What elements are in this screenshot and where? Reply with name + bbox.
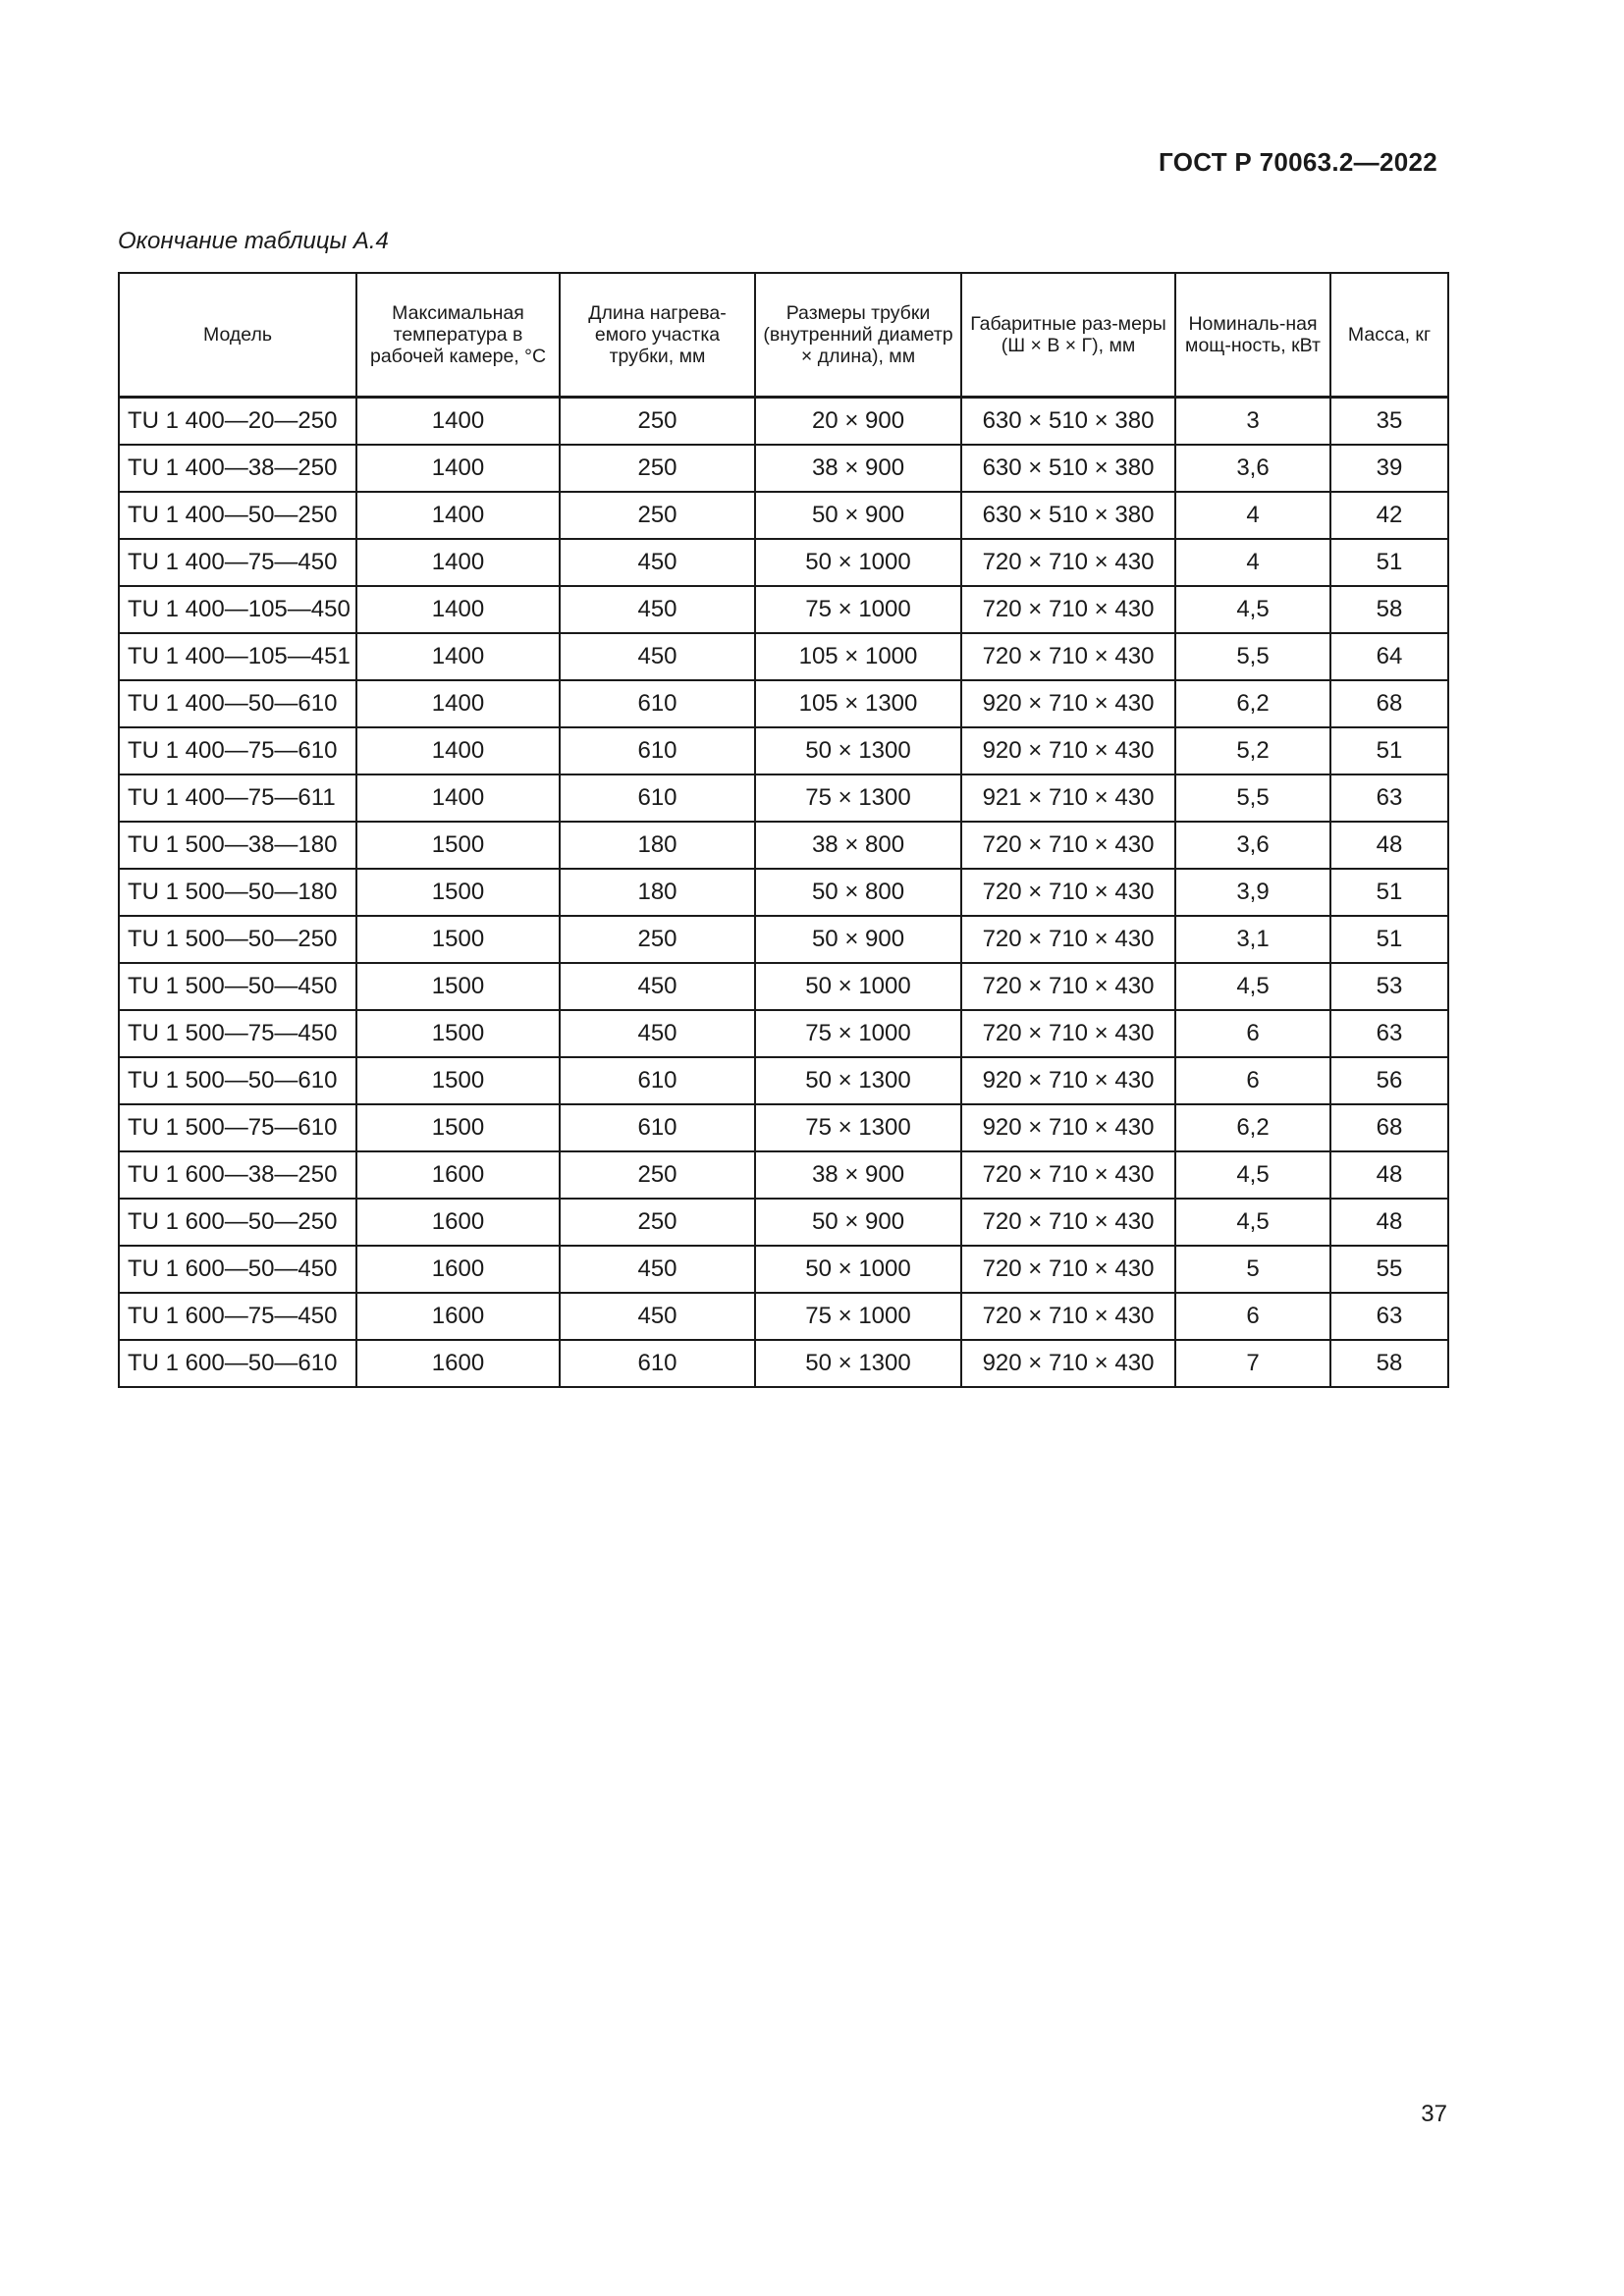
- cell-max-temp: 1600: [356, 1340, 560, 1387]
- cell-power: 4,5: [1175, 586, 1330, 633]
- cell-tube-size: 50 × 1000: [755, 539, 961, 586]
- cell-tube-size: 75 × 1300: [755, 1104, 961, 1151]
- cell-overall-dimensions: 920 × 710 × 430: [961, 1057, 1175, 1104]
- document-code: ГОСТ Р 70063.2—2022: [1159, 147, 1437, 177]
- cell-overall-dimensions: 720 × 710 × 430: [961, 633, 1175, 680]
- table-row: [119, 1057, 1448, 1104]
- cell-overall-dimensions: 630 × 510 × 380: [961, 398, 1175, 446]
- cell-tube-size: 75 × 1300: [755, 774, 961, 822]
- cell-mass: 42: [1330, 492, 1448, 539]
- cell-power: 4,5: [1175, 1151, 1330, 1199]
- cell-power: 5,5: [1175, 774, 1330, 822]
- header-row: [119, 273, 1448, 398]
- cell-model: TU 1 400—105—451: [119, 633, 356, 680]
- table-row: [119, 869, 1448, 916]
- cell-heated-length: 250: [560, 1199, 755, 1246]
- table-header: [119, 273, 1448, 398]
- cell-heated-length: 450: [560, 1293, 755, 1340]
- cell-tube-size: 50 × 1000: [755, 963, 961, 1010]
- cell-tube-size: 50 × 1300: [755, 1340, 961, 1387]
- table-row: [119, 1340, 1448, 1387]
- cell-heated-length: 450: [560, 633, 755, 680]
- cell-mass: 68: [1330, 680, 1448, 727]
- table-row: [119, 539, 1448, 586]
- cell-model: TU 1 600—50—450: [119, 1246, 356, 1293]
- cell-overall-dimensions: 720 × 710 × 430: [961, 963, 1175, 1010]
- col-header-overall-dimensions: Габаритные раз-меры (Ш × В × Г), мм: [961, 273, 1175, 398]
- cell-mass: 39: [1330, 445, 1448, 492]
- cell-power: 5: [1175, 1246, 1330, 1293]
- cell-overall-dimensions: 720 × 710 × 430: [961, 1199, 1175, 1246]
- cell-max-temp: 1600: [356, 1293, 560, 1340]
- cell-tube-size: 75 × 1000: [755, 1293, 961, 1340]
- col-header-model: Модель: [119, 273, 356, 398]
- cell-tube-size: 75 × 1000: [755, 586, 961, 633]
- cell-heated-length: 610: [560, 1340, 755, 1387]
- cell-overall-dimensions: 920 × 710 × 430: [961, 680, 1175, 727]
- cell-heated-length: 450: [560, 1010, 755, 1057]
- table-body: [119, 398, 1448, 1388]
- cell-overall-dimensions: 720 × 710 × 430: [961, 869, 1175, 916]
- cell-mass: 51: [1330, 539, 1448, 586]
- cell-max-temp: 1400: [356, 539, 560, 586]
- cell-overall-dimensions: 720 × 710 × 430: [961, 1151, 1175, 1199]
- cell-mass: 48: [1330, 1199, 1448, 1246]
- cell-mass: 55: [1330, 1246, 1448, 1293]
- cell-power: 4: [1175, 492, 1330, 539]
- cell-power: 3,9: [1175, 869, 1330, 916]
- cell-max-temp: 1600: [356, 1151, 560, 1199]
- table-row: [119, 586, 1448, 633]
- cell-model: TU 1 500—50—450: [119, 963, 356, 1010]
- cell-mass: 58: [1330, 1340, 1448, 1387]
- cell-mass: 35: [1330, 398, 1448, 446]
- cell-heated-length: 180: [560, 869, 755, 916]
- cell-max-temp: 1500: [356, 1010, 560, 1057]
- cell-tube-size: 50 × 1300: [755, 1057, 961, 1104]
- table-row: [119, 1151, 1448, 1199]
- table-row: [119, 1199, 1448, 1246]
- cell-tube-size: 38 × 800: [755, 822, 961, 869]
- cell-tube-size: 105 × 1000: [755, 633, 961, 680]
- table-row: [119, 445, 1448, 492]
- cell-tube-size: 50 × 900: [755, 492, 961, 539]
- spec-table: [118, 272, 1449, 1388]
- cell-max-temp: 1500: [356, 1104, 560, 1151]
- cell-mass: 58: [1330, 586, 1448, 633]
- cell-overall-dimensions: 920 × 710 × 430: [961, 727, 1175, 774]
- cell-overall-dimensions: 630 × 510 × 380: [961, 492, 1175, 539]
- cell-max-temp: 1500: [356, 1057, 560, 1104]
- cell-max-temp: 1500: [356, 822, 560, 869]
- cell-model: TU 1 500—50—610: [119, 1057, 356, 1104]
- cell-model: TU 1 400—50—610: [119, 680, 356, 727]
- cell-heated-length: 450: [560, 586, 755, 633]
- table-row: [119, 727, 1448, 774]
- cell-model: TU 1 600—75—450: [119, 1293, 356, 1340]
- col-header-max-temp: Максимальная температура в рабочей камере, °С: [356, 273, 560, 398]
- cell-power: 6: [1175, 1057, 1330, 1104]
- table-row: [119, 1104, 1448, 1151]
- cell-heated-length: 610: [560, 774, 755, 822]
- table-row: [119, 680, 1448, 727]
- cell-max-temp: 1400: [356, 774, 560, 822]
- cell-heated-length: 610: [560, 727, 755, 774]
- col-header-heated-length: Длина нагрева-емого участка трубки, мм: [560, 273, 755, 398]
- cell-power: 5,5: [1175, 633, 1330, 680]
- cell-overall-dimensions: 720 × 710 × 430: [961, 822, 1175, 869]
- cell-tube-size: 105 × 1300: [755, 680, 961, 727]
- cell-heated-length: 610: [560, 680, 755, 727]
- cell-mass: 51: [1330, 727, 1448, 774]
- cell-power: 3,6: [1175, 445, 1330, 492]
- cell-heated-length: 250: [560, 916, 755, 963]
- table-row: [119, 1246, 1448, 1293]
- cell-mass: 48: [1330, 822, 1448, 869]
- cell-heated-length: 450: [560, 1246, 755, 1293]
- cell-power: 3,1: [1175, 916, 1330, 963]
- table-row: [119, 916, 1448, 963]
- table-row: [119, 963, 1448, 1010]
- cell-model: TU 1 400—75—611: [119, 774, 356, 822]
- cell-heated-length: 610: [560, 1104, 755, 1151]
- cell-power: 6: [1175, 1010, 1330, 1057]
- cell-model: TU 1 600—50—250: [119, 1199, 356, 1246]
- cell-tube-size: 75 × 1000: [755, 1010, 961, 1057]
- cell-heated-length: 250: [560, 398, 755, 446]
- cell-overall-dimensions: 720 × 710 × 430: [961, 586, 1175, 633]
- cell-max-temp: 1600: [356, 1246, 560, 1293]
- cell-heated-length: 450: [560, 963, 755, 1010]
- cell-max-temp: 1400: [356, 445, 560, 492]
- cell-overall-dimensions: 720 × 710 × 430: [961, 1293, 1175, 1340]
- table-row: [119, 633, 1448, 680]
- cell-model: TU 1 400—75—610: [119, 727, 356, 774]
- table-row: [119, 492, 1448, 539]
- cell-heated-length: 250: [560, 1151, 755, 1199]
- cell-max-temp: 1400: [356, 680, 560, 727]
- cell-mass: 51: [1330, 916, 1448, 963]
- cell-max-temp: 1500: [356, 963, 560, 1010]
- table-row: [119, 1293, 1448, 1340]
- cell-tube-size: 38 × 900: [755, 1151, 961, 1199]
- cell-model: TU 1 400—75—450: [119, 539, 356, 586]
- cell-power: 5,2: [1175, 727, 1330, 774]
- cell-power: 4: [1175, 539, 1330, 586]
- cell-mass: 56: [1330, 1057, 1448, 1104]
- table-row: [119, 1010, 1448, 1057]
- cell-heated-length: 250: [560, 445, 755, 492]
- cell-tube-size: 50 × 1300: [755, 727, 961, 774]
- cell-max-temp: 1400: [356, 398, 560, 446]
- cell-tube-size: 50 × 1000: [755, 1246, 961, 1293]
- cell-max-temp: 1400: [356, 633, 560, 680]
- cell-model: TU 1 600—50—610: [119, 1340, 356, 1387]
- cell-model: TU 1 500—50—250: [119, 916, 356, 963]
- table-caption: Окончание таблицы А.4: [118, 228, 389, 254]
- cell-heated-length: 180: [560, 822, 755, 869]
- cell-mass: 63: [1330, 1293, 1448, 1340]
- cell-model: TU 1 500—38—180: [119, 822, 356, 869]
- cell-model: TU 1 400—38—250: [119, 445, 356, 492]
- cell-model: TU 1 500—50—180: [119, 869, 356, 916]
- cell-overall-dimensions: 920 × 710 × 430: [961, 1104, 1175, 1151]
- cell-mass: 64: [1330, 633, 1448, 680]
- cell-overall-dimensions: 720 × 710 × 430: [961, 1246, 1175, 1293]
- cell-power: 4,5: [1175, 963, 1330, 1010]
- col-header-tube-size: Размеры трубки (внутренний диаметр × длина), мм: [755, 273, 961, 398]
- cell-power: 3,6: [1175, 822, 1330, 869]
- cell-mass: 51: [1330, 869, 1448, 916]
- cell-max-temp: 1400: [356, 492, 560, 539]
- cell-overall-dimensions: 720 × 710 × 430: [961, 539, 1175, 586]
- cell-model: TU 1 600—38—250: [119, 1151, 356, 1199]
- cell-mass: 63: [1330, 1010, 1448, 1057]
- cell-max-temp: 1600: [356, 1199, 560, 1246]
- cell-power: 4,5: [1175, 1199, 1330, 1246]
- cell-overall-dimensions: 920 × 710 × 430: [961, 1340, 1175, 1387]
- cell-mass: 68: [1330, 1104, 1448, 1151]
- col-header-mass: Масса, кг: [1330, 273, 1448, 398]
- cell-overall-dimensions: 630 × 510 × 380: [961, 445, 1175, 492]
- cell-model: TU 1 400—20—250: [119, 398, 356, 446]
- cell-max-temp: 1400: [356, 727, 560, 774]
- cell-power: 7: [1175, 1340, 1330, 1387]
- cell-power: 6: [1175, 1293, 1330, 1340]
- cell-overall-dimensions: 720 × 710 × 430: [961, 1010, 1175, 1057]
- cell-tube-size: 50 × 800: [755, 869, 961, 916]
- page-number: 37: [1421, 2101, 1447, 2127]
- cell-tube-size: 38 × 900: [755, 445, 961, 492]
- table-row: [119, 774, 1448, 822]
- cell-tube-size: 50 × 900: [755, 916, 961, 963]
- cell-model: TU 1 400—105—450: [119, 586, 356, 633]
- cell-model: TU 1 500—75—450: [119, 1010, 356, 1057]
- cell-power: 6,2: [1175, 680, 1330, 727]
- cell-power: 6,2: [1175, 1104, 1330, 1151]
- col-header-power: Номиналь-ная мощ-ность, кВт: [1175, 273, 1330, 398]
- cell-tube-size: 20 × 900: [755, 398, 961, 446]
- cell-overall-dimensions: 720 × 710 × 430: [961, 916, 1175, 963]
- cell-model: TU 1 500—75—610: [119, 1104, 356, 1151]
- cell-heated-length: 250: [560, 492, 755, 539]
- cell-max-temp: 1500: [356, 869, 560, 916]
- cell-model: TU 1 400—50—250: [119, 492, 356, 539]
- cell-mass: 48: [1330, 1151, 1448, 1199]
- cell-heated-length: 450: [560, 539, 755, 586]
- cell-max-temp: 1500: [356, 916, 560, 963]
- cell-overall-dimensions: 921 × 710 × 430: [961, 774, 1175, 822]
- table-row: [119, 398, 1448, 446]
- cell-max-temp: 1400: [356, 586, 560, 633]
- cell-heated-length: 610: [560, 1057, 755, 1104]
- cell-mass: 63: [1330, 774, 1448, 822]
- cell-power: 3: [1175, 398, 1330, 446]
- cell-tube-size: 50 × 900: [755, 1199, 961, 1246]
- cell-mass: 53: [1330, 963, 1448, 1010]
- table-row: [119, 822, 1448, 869]
